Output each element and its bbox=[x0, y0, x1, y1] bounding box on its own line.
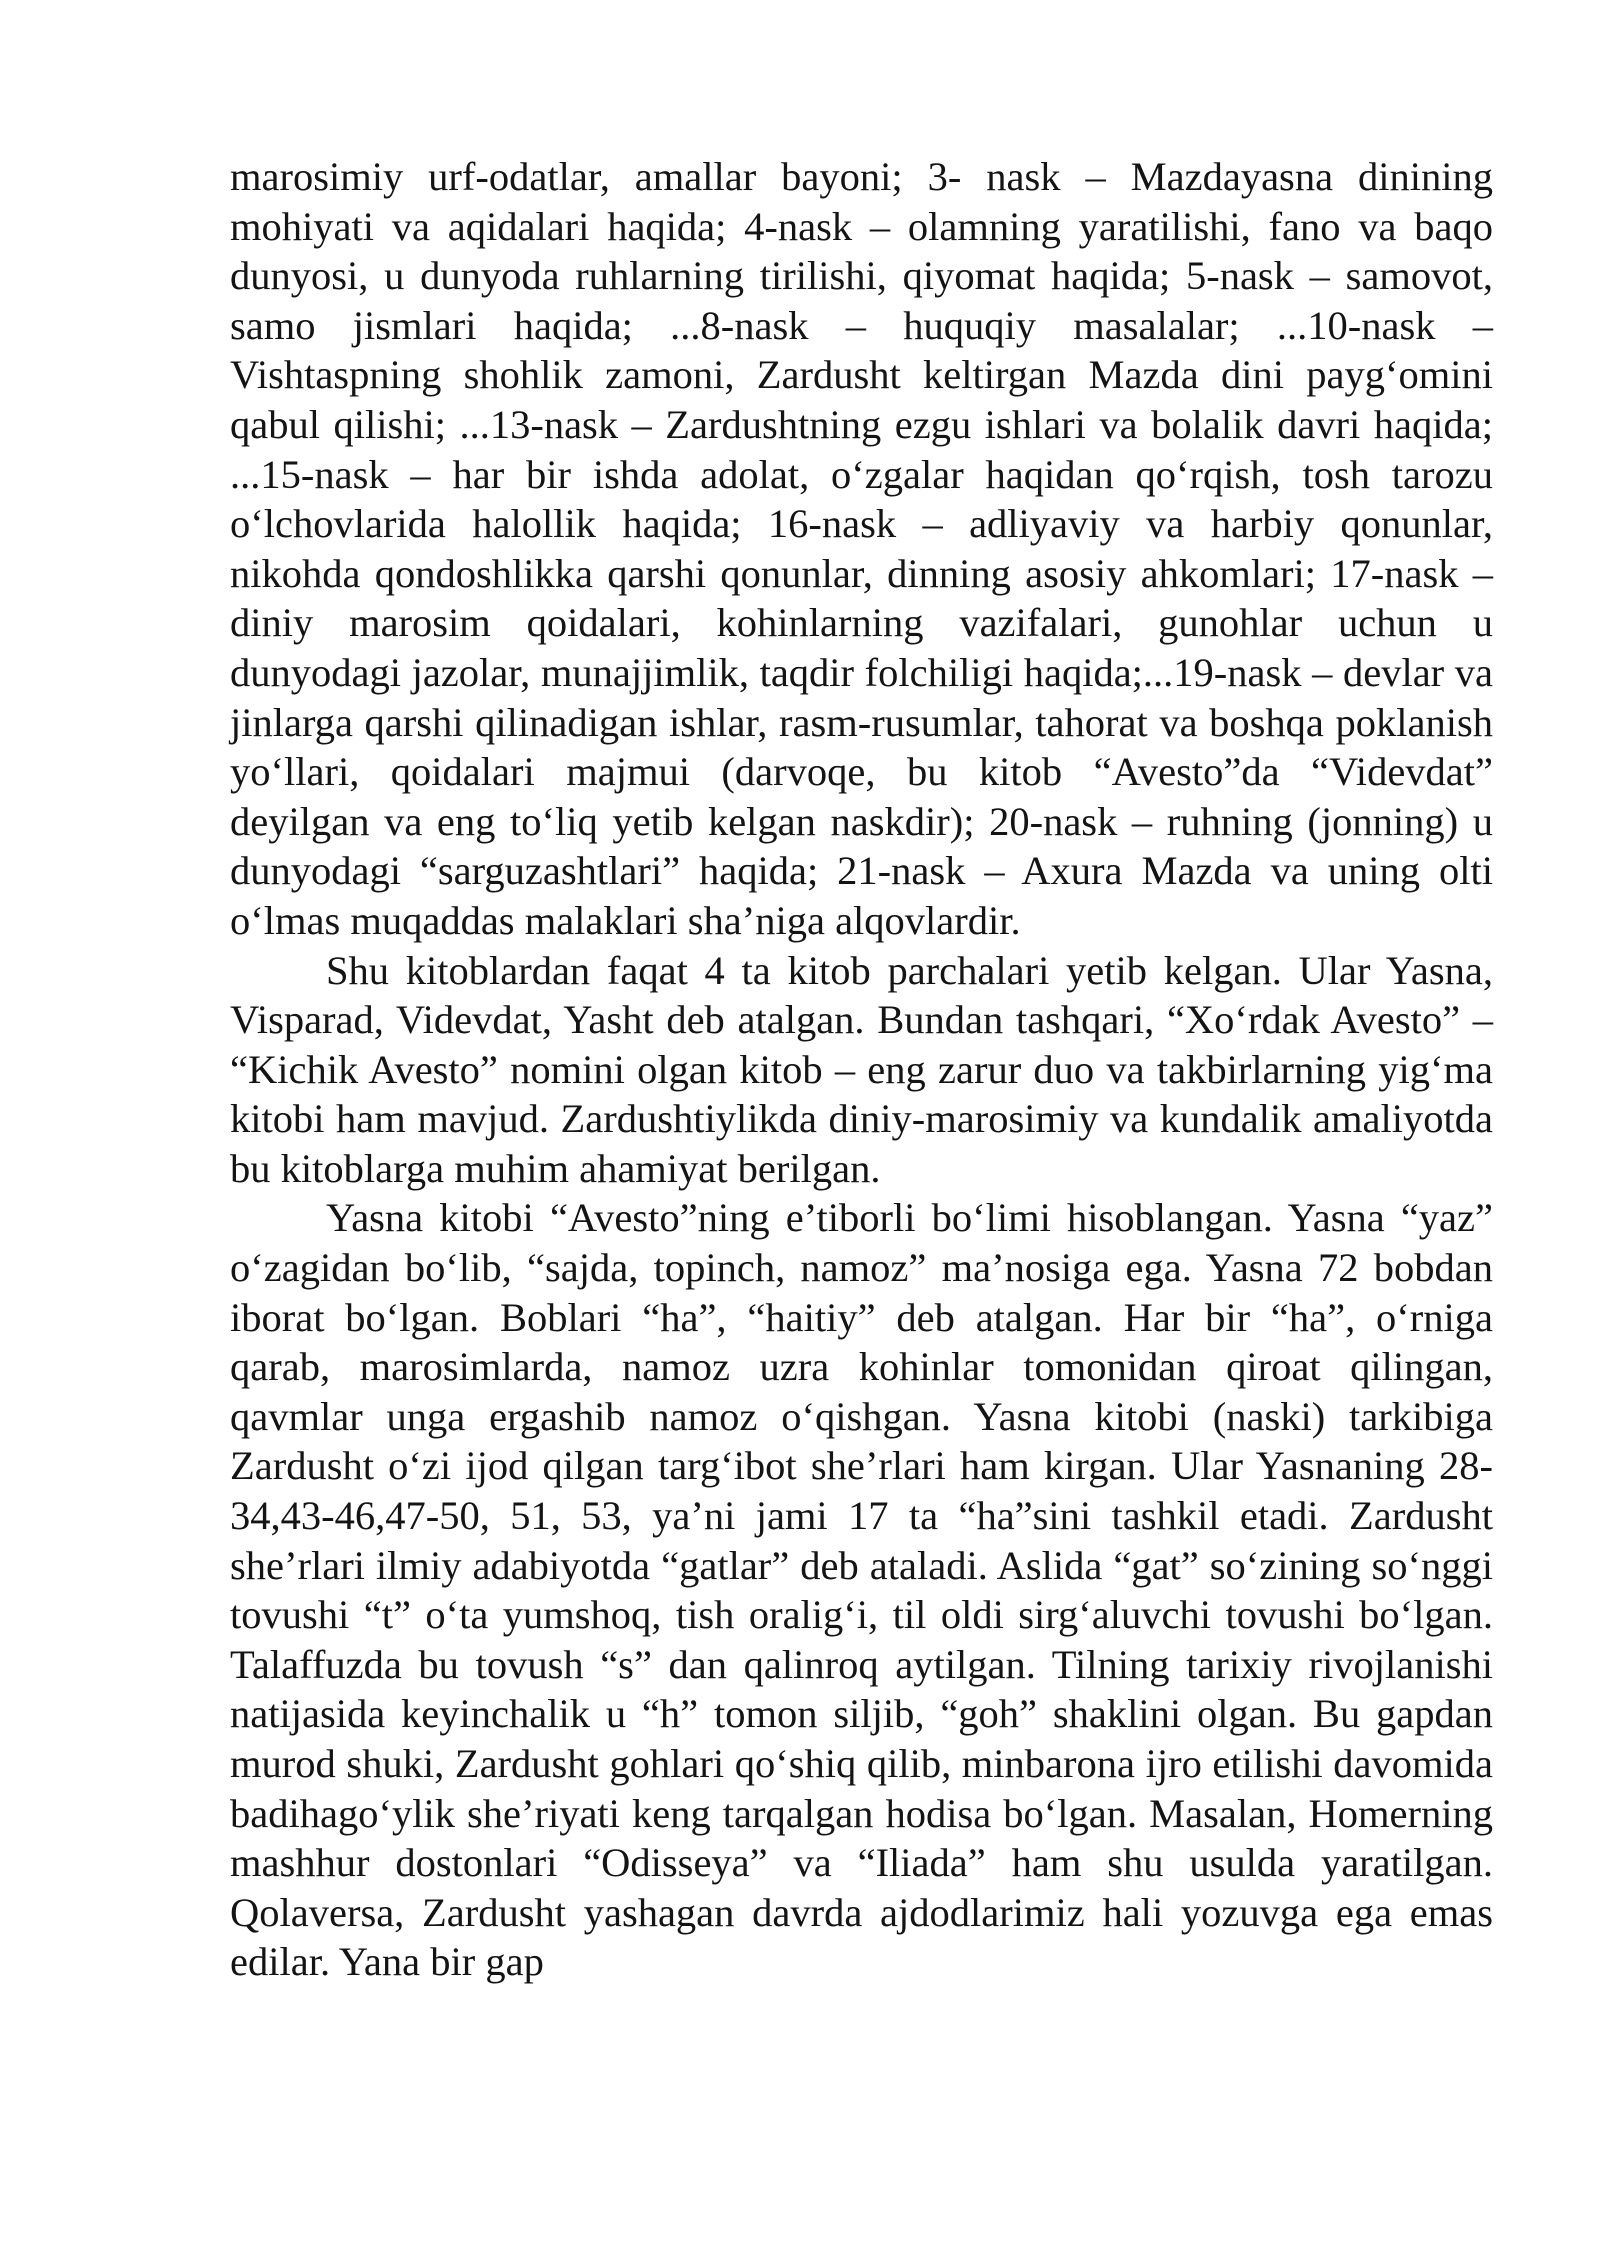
paragraph-yasna: Yasna kitobi “Avesto”ning e’tiborli bo‘limi hisoblangan. Yasna “yaz” o‘zagidan bo‘lib, “sajda, topinch, namoz” ma’nosiga ega. Yasna 72 bobdan iborat bo‘lgan. Boblari “ha”, “haitiy” deb atalgan. Har bir “ha”, o‘rniga qarab, marosimlarda, namoz uzra kohinlar tomonidan qiroat qilingan, qavmlar unga ergashib namoz o‘qishgan. Yasna kitobi (naski) tarkibiga Zardusht o‘zi ijod qilgan targ‘ibot she’rlari ham kirgan. Ular Yasnaning 28-34,43-46,47-50, 51, 53, ya’ni jami 17 ta “ha”sini tashkil etadi. Zardusht she’rlari ilmiy adabiyotda “gatlar” deb ataladi. Aslida “gat” so‘zining so‘nggi tovushi “t” o‘ta yumshoq, tish oralig‘i, til oldi sirg‘aluvchi tovushi bo‘lgan. Talaffuzda bu tovush “s” dan qalinroq aytilgan. Tilning tarixiy rivojlanishi natijasida keyinchalik u “h” tomon siljib, “goh” shaklini olgan. Bu gapdan murod shuki, Zardusht gohlari qo‘shiq qilib, minbarona ijro etilishi davomida badihago‘ylik she’riyati keng tarqalgan hodisa bo‘lgan. Masalan, Homerning mashhur dostonlari “Odisseya” va “Iliada” ham shu usulda yaratilgan. Qolaversa, Zardusht yashagan davrda ajdodlarimiz hali yozuvga ega emas edilar. Yana bir gap bbox=[230, 1195, 1493, 1985]
page-text bbox=[230, 152, 1493, 1987]
paragraph-continuation: marosimiy urf-odatlar, amallar bayoni; 3- nask – Mazdayasna dinining mohiyati va aqidalari haqida; 4-nask – olamning yaratilishi, fano va baqo dunyosi, u dunyoda ruhlarning tirilishi, qiyomat haqida; 5-nask – samovot, samo jismlari haqida; ...8-nask – huquqiy masalalar; ...10-nask – Vishtaspning shohlik zamoni, Zardusht keltirgan Mazda dini payg‘omini qabul qilishi; ...13-nask – Zardushtning ezgu ishlari va bolalik davri haqida; ...15-nask – har bir ishda adolat, o‘zgalar haqidan qo‘rqish, tosh tarozu o‘lchovlarida halollik haqida; 16-nask – adliyaviy va harbiy qonunlar, nikohda qondoshlikka qarshi qonunlar, dinning asosiy ahkomlari; 17-nask – diniy marosim qoidalari, kohinlarning vazifalari, gunohlar uchun u dunyodagi jazolar, munajjimlik, taqdir folchiligi haqida;...19-nask – devlar va jinlarga qarshi qilinadigan ishlar, rasm-rusumlar, tahorat va boshqa poklanish yo‘llari, qoidalari majmui (darvoqe, bu kitob “Avesto”da “Videvdat” deyilgan va eng to‘liq yetib kelgan naskdir); 20-nask – ruhning (jonning) u dunyodagi “sarguzashtlari” haqida; 21-nask – Axura Mazda va uning olti o‘lmas muqaddas malaklari sha’niga alqovlardir. bbox=[230, 154, 1493, 943]
paragraph-surviving-books: Shu kitoblardan faqat 4 ta kitob parchalari yetib kelgan. Ular Yasna, Visparad, Videvdat, Yasht deb atalgan. Bundan tashqari, “Xo‘rdak Avesto” – “Kichik Avesto” nomini olgan kitob – eng zarur duo va takbirlarning yig‘ma kitobi ham mavjud. Zardushtiylikda diniy-marosimiy va kundalik amaliyotda bu kitoblarga muhim ahamiyat berilgan. bbox=[230, 947, 1493, 1191]
